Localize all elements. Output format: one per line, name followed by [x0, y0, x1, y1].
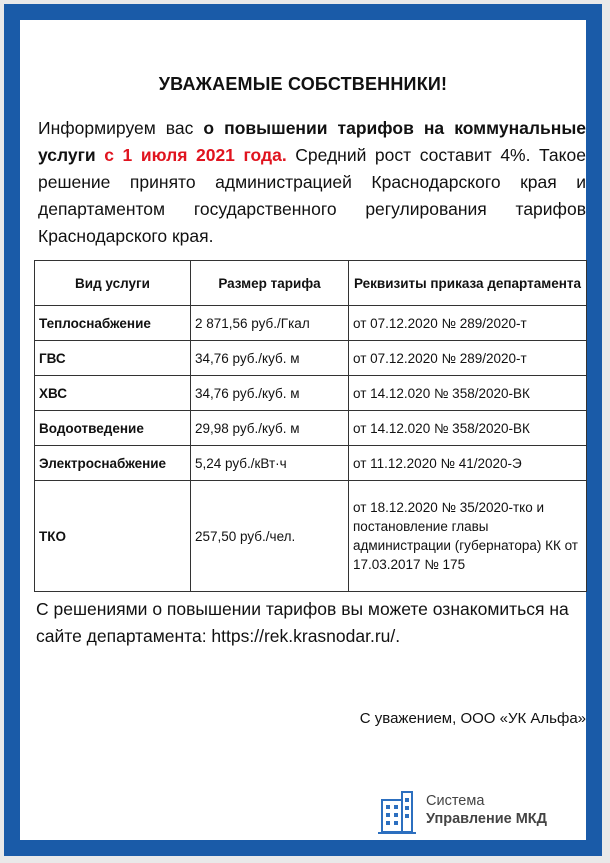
reference-cell: от 11.12.2020 № 41/2020-Э: [349, 446, 587, 481]
page-frame: [4, 4, 602, 856]
logo-line-1: Система: [426, 793, 485, 809]
table-row: [35, 341, 587, 376]
tariff-cell: 34,76 руб./куб. м: [191, 341, 349, 376]
tariff-table: [34, 260, 587, 592]
reference-cell: от 14.12.020 № 358/2020-ВК: [349, 376, 587, 411]
reference-cell: от 18.12.2020 № 35/2020-тко и постановление главы администрации (губернатора) КК от 17.03.2017 № 175: [349, 481, 587, 592]
regards-signature: С уважением, ООО «УК Альфа»: [359, 710, 586, 727]
company-logo: [376, 786, 576, 836]
header-reference: Реквизиты приказа департамента: [349, 261, 587, 306]
footer-paragraph: С решениями о повышении тарифов вы можете ознакомиться на сайте департамента: https://rek.krasnodar.ru/.: [36, 599, 569, 646]
table-header-row: [35, 261, 587, 306]
header-service: Вид услуги: [35, 261, 191, 306]
service-cell: ГВС: [35, 341, 191, 376]
table-row: [35, 306, 587, 341]
table-row: [35, 376, 587, 411]
reference-cell: от 14.12.020 № 358/2020-ВК: [349, 411, 587, 446]
intro-paragraph: [38, 115, 586, 250]
tariff-cell: 5,24 руб./кВт·ч: [191, 446, 349, 481]
intro-date: с 1 июля 2021 года.: [104, 145, 287, 165]
intro-text-2: Средний рост составит 4%. Такое решение принято администрацией Краснодарского края и департаментом государственного регулирования тарифов Краснодарского края.: [38, 145, 586, 246]
reference-cell: от 07.12.2020 № 289/2020-т: [349, 306, 587, 341]
service-cell: Электроснабжение: [35, 446, 191, 481]
page-title: УВАЖАЕМЫЕ СОБСТВЕННИКИ!: [158, 74, 448, 94]
table-row: [35, 481, 587, 592]
table-row: [35, 446, 587, 481]
logo-line-2: Управление МКД: [426, 811, 547, 827]
notice-page: [20, 20, 586, 840]
intro-bold: о повышении тарифов на коммунальные услуги: [38, 118, 586, 165]
service-cell: Водоотведение: [35, 411, 191, 446]
tariff-cell: 29,98 руб./куб. м: [191, 411, 349, 446]
service-cell: Теплоснабжение: [35, 306, 191, 341]
service-cell: ХВС: [35, 376, 191, 411]
intro-space: [96, 145, 105, 165]
header-tariff: Размер тарифа: [191, 261, 349, 306]
table-row: [35, 411, 587, 446]
reference-cell: от 07.12.2020 № 289/2020-т: [349, 341, 587, 376]
building-icon: [376, 786, 416, 836]
service-cell: ТКО: [35, 481, 191, 592]
intro-text-1: Информируем вас: [38, 118, 204, 138]
tariff-cell: 34,76 руб./куб. м: [191, 376, 349, 411]
tariff-cell: 2 871,56 руб./Гкал: [191, 306, 349, 341]
tariff-cell: 257,50 руб./чел.: [191, 481, 349, 592]
logo-text: [426, 792, 547, 828]
